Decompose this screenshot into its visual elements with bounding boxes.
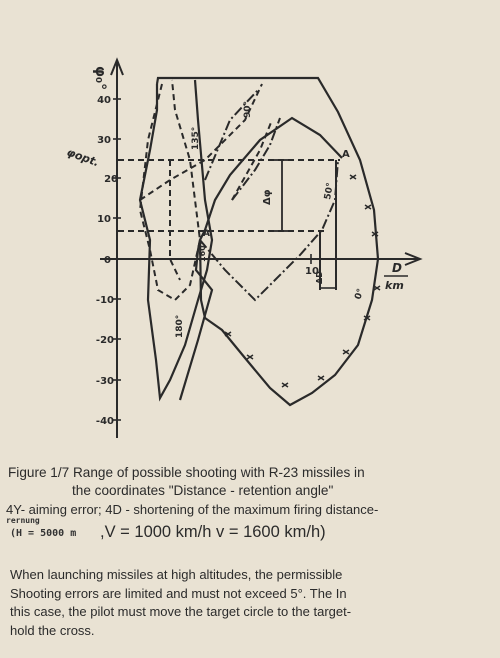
- x-axis-unit: km: [385, 279, 404, 292]
- paragraph-line-4: hold the cross.: [10, 622, 95, 638]
- caption-line-3: 4Y- aiming error; 4D - shortening of the maximum firing distance-: [6, 502, 379, 517]
- paragraph-line-3: this case, the pilot must move the target circle to the target-: [10, 604, 352, 619]
- y-tick-0: 0: [104, 255, 111, 266]
- label-0deg: 0°: [353, 287, 367, 302]
- label-160deg: 160°: [198, 241, 207, 262]
- label-50deg: 50°: [323, 182, 336, 201]
- label-90deg: 90°: [243, 100, 253, 118]
- y-tick-minus-30: -30: [95, 376, 114, 387]
- y-tick-minus-10: -10: [95, 295, 114, 306]
- label-180deg: 180°: [175, 314, 185, 338]
- label-delta-phi: Δφ: [262, 189, 273, 205]
- caption-line-2: the coordinates "Distance - retention angle": [72, 483, 334, 498]
- y-tick-20: 20: [104, 174, 118, 185]
- point-a-lower: A: [203, 229, 210, 239]
- paragraph-line-1: When launching missiles at high altitudes, the permissible: [10, 567, 343, 582]
- point-a-upper: A: [342, 149, 350, 160]
- y-tick-30: 30: [97, 135, 111, 146]
- envelope-x-marks: [225, 175, 380, 387]
- delta-phi-bracket: [274, 160, 290, 231]
- y-axis-sub-label: φopt.: [64, 145, 101, 170]
- caption-line-1: Figure 1/7 Range of possible shooting with R-23 missiles in: [8, 465, 365, 480]
- x-tick-10: 10: [305, 266, 319, 277]
- caption-line-5: (H = 5000 m: [10, 528, 77, 539]
- y-tick-10: 10: [97, 214, 111, 225]
- explanation-paragraph: [10, 566, 490, 640]
- caption-line-4: rernung: [6, 516, 40, 525]
- paragraph-line-2: Shooting errors are limited and must not exceed 5°. The In: [10, 585, 347, 601]
- y-tick-40: 40: [97, 95, 111, 106]
- y-axis-label: φ₀°: [92, 66, 108, 91]
- label-delta-d: ΔD: [315, 271, 324, 284]
- caption-line-6: ,V = 1000 km/h v = 1600 km/h): [100, 523, 326, 541]
- y-tick-minus-20: -20: [95, 335, 114, 346]
- label-135deg: 135°: [191, 126, 201, 150]
- y-tick-minus-40: -40: [95, 416, 114, 427]
- x-axis-label: D: [392, 261, 402, 275]
